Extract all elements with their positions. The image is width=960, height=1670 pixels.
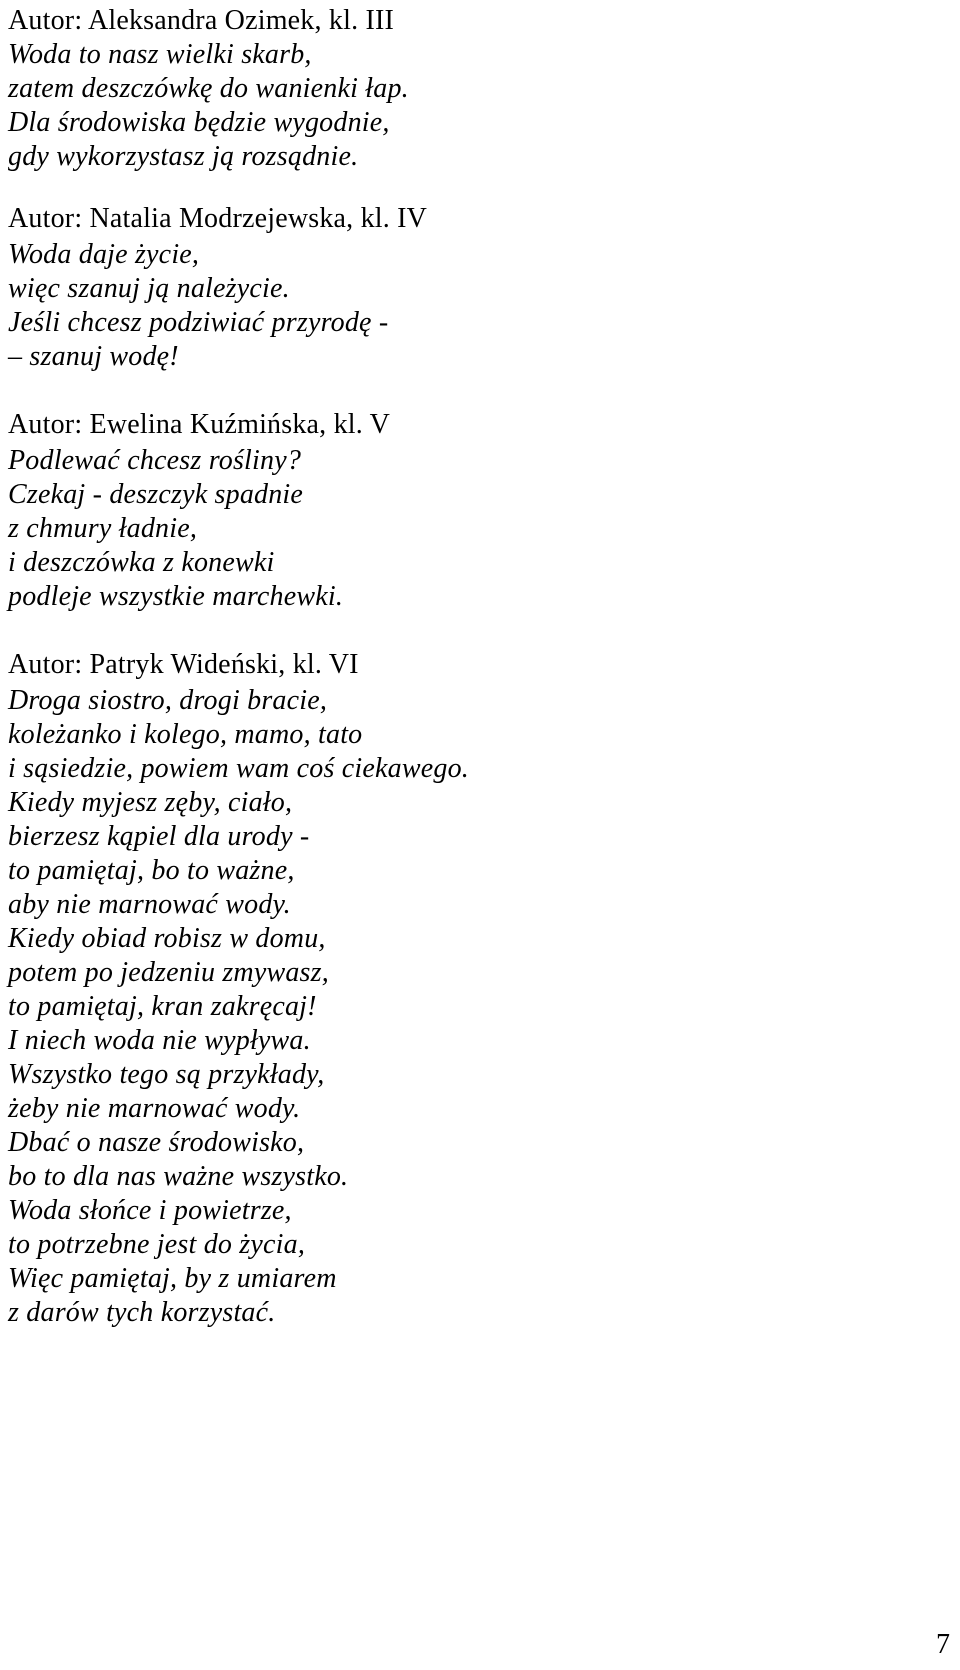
poem-line: to pamiętaj, bo to ważne, [8,855,295,886]
poem-line: i sąsiedzie, powiem wam coś ciekawego. [8,753,469,784]
poem-line: Kiedy obiad robisz w domu, [8,923,326,954]
poem-line: Czekaj - deszczyk spadnie [8,479,304,510]
poem-line: aby nie marnować wody. [8,889,291,920]
poem-line: to potrzebne jest do życia, [8,1229,306,1260]
poem-line: Więc pamiętaj, by z umiarem [8,1263,337,1294]
poem-line: Podlewać chcesz rośliny? [8,445,302,476]
poem-line: z chmury ładnie, [8,513,198,544]
poem-line: Woda daje życie, [8,239,200,270]
poem-line: Dbać o nasze środowisko, [8,1127,305,1158]
poem-line: zatem deszczówkę do wanienki łap. [8,73,409,104]
poem-line: Woda to nasz wielki skarb, [8,39,312,70]
poem-line: bo to dla nas ważne wszystko. [8,1161,349,1192]
page-number: 7 [936,1629,950,1660]
poem-line: Kiedy myjesz zęby, ciało, [8,787,293,818]
poem-line: Jeśli chcesz podziwiać przyrodę - [8,307,389,338]
poem-author: Autor: Aleksandra Ozimek, kl. III [8,5,395,36]
poem-author: Autor: Ewelina Kuźmińska, kl. V [8,409,391,440]
poem-line: I niech woda nie wypływa. [8,1025,311,1056]
poem-line: żeby nie marnować wody. [8,1093,301,1124]
poem-line: i deszczówka z konewki [8,547,275,578]
poem-line: to pamiętaj, kran zakręcaj! [8,991,317,1022]
poem-line: potem po jedzeniu zmywasz, [8,957,329,988]
poem-line: koleżanko i kolego, mamo, tato [8,719,363,750]
poem-line: więc szanuj ją należycie. [8,273,290,304]
poem-line: Droga siostro, drogi bracie, [8,685,328,716]
poem-line: bierzesz kąpiel dla urody - [8,821,310,852]
poem-line: z darów tych korzystać. [8,1297,276,1328]
poem-line: Dla środowiska będzie wygodnie, [8,107,390,138]
poem-author: Autor: Patryk Wideński, kl. VI [8,649,359,680]
poem-author: Autor: Natalia Modrzejewska, kl. IV [8,203,428,234]
poem-line: Woda słońce i powietrze, [8,1195,292,1226]
poem-line: podleje wszystkie marchewki. [8,581,344,612]
poem-line: – szanuj wodę! [8,341,179,372]
poem-line: Wszystko tego są przykłady, [8,1059,325,1090]
poem-line: gdy wykorzystasz ją rozsądnie. [8,141,359,172]
